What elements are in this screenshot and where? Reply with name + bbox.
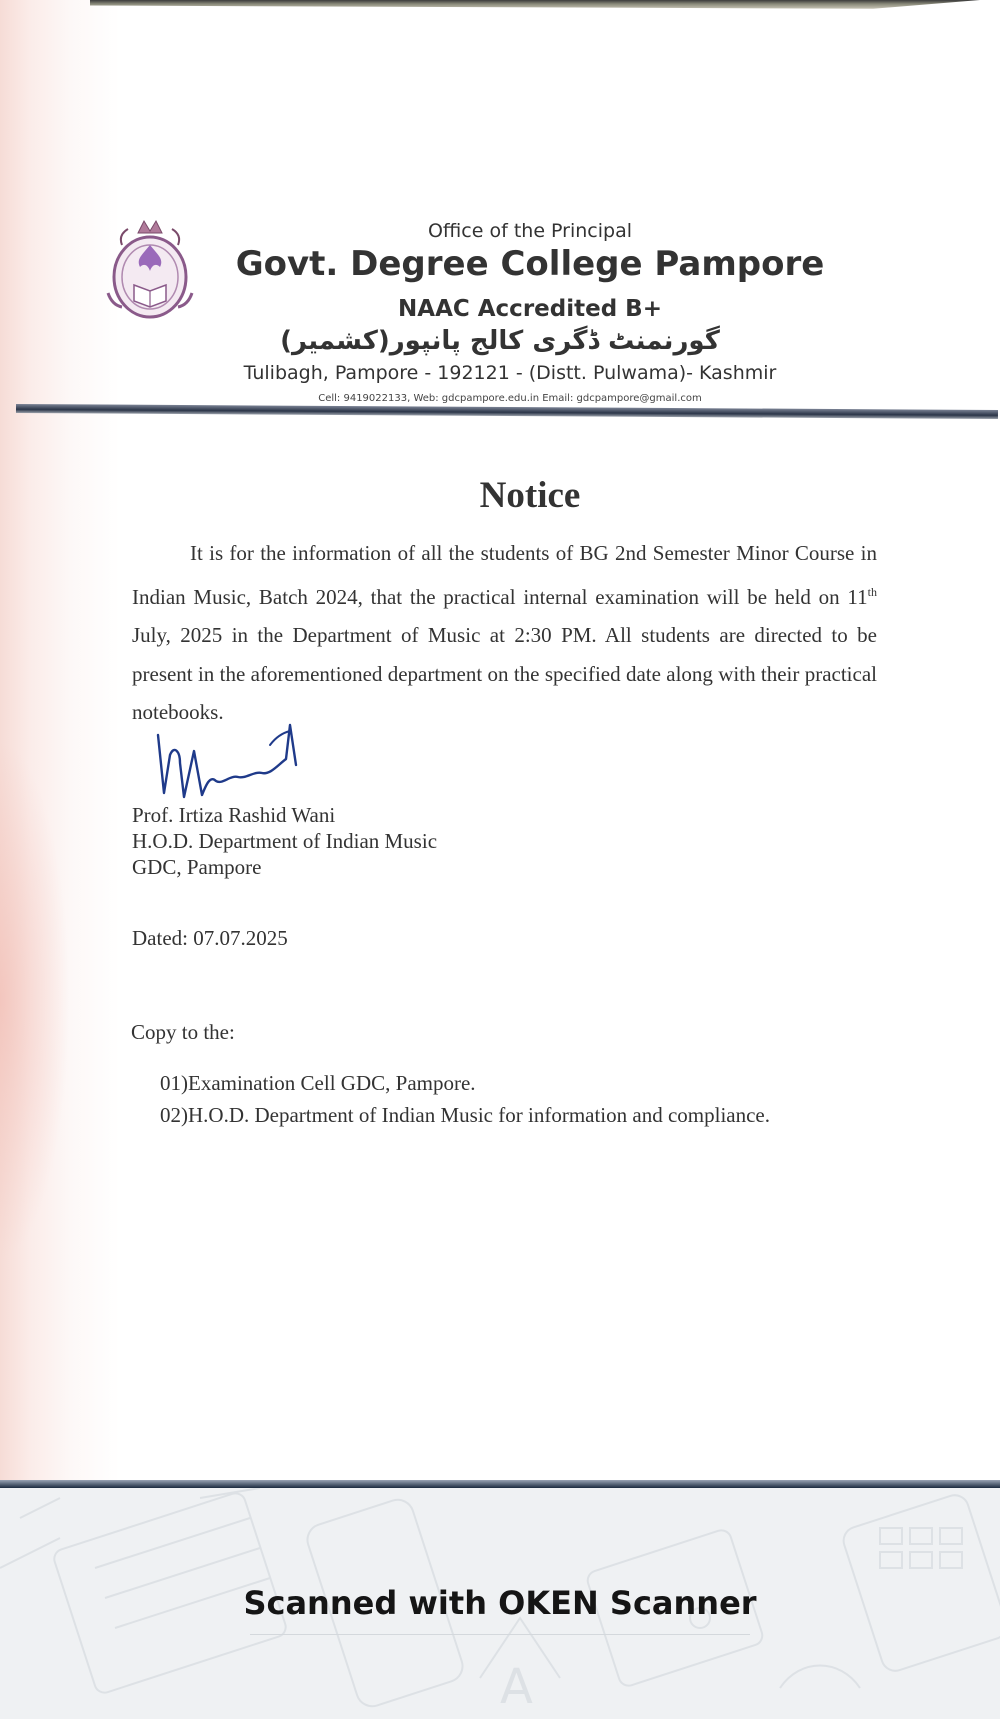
page-bottom-edge xyxy=(0,1480,1000,1488)
notice-body-part-2: July, 2025 in the Department of Music at 2:30 PM. All students are directed to be present in the aforementioned department on the specified date along with their practical notebooks. xyxy=(132,623,877,724)
copy-to-list xyxy=(160,1067,770,1131)
notice-title: Notice xyxy=(479,475,581,516)
notice-body-part-1: It is for the information of all the students of BG 2nd Semester Minor Course in Indian Music, Batch 2024, that the practical internal examination will be held on 11 xyxy=(132,541,877,609)
signatory-block xyxy=(132,802,437,880)
page-top-edge xyxy=(90,0,980,22)
notice-body-superscript: th xyxy=(867,584,877,599)
college-address: Tulibagh, Pampore - 192121 - (Distt. Pulwama)- Kashmir xyxy=(243,362,777,384)
accreditation-label: NAAC Accredited B+ xyxy=(398,296,662,322)
college-name: Govt. Degree College Pampore xyxy=(235,244,825,284)
notice-date: Dated: 07.07.2025 xyxy=(132,926,288,950)
scanner-footer xyxy=(0,1488,1000,1719)
footer-divider xyxy=(250,1634,750,1635)
signatory-institution: GDC, Pampore xyxy=(132,855,262,879)
notice-body xyxy=(132,534,877,732)
scanner-watermark-text: Scanned with OKEN Scanner xyxy=(243,1584,757,1622)
signatory-designation: H.O.D. Department of Indian Music xyxy=(132,829,438,853)
signatory-name: Prof. Irtiza Rashid Wani xyxy=(132,803,336,827)
list-item: 02)H.O.D. Department of Indian Music for information and compliance. xyxy=(160,1103,770,1127)
office-of-principal-label: Office of the Principal xyxy=(427,220,633,242)
college-contact-info: Cell: 9419022133, Web: gdcpampore.edu.in Email: gdcpampore@gmail.com xyxy=(318,393,702,404)
college-crest-logo xyxy=(98,215,202,321)
copy-to-heading: Copy to the: xyxy=(131,1020,235,1044)
list-item: 01)Examination Cell GDC, Pampore. xyxy=(160,1071,476,1095)
letterhead-divider xyxy=(16,404,998,419)
college-name-urdu: گورنمنٹ ڈگری کالج پانپور(کشمیر) xyxy=(280,326,720,356)
handwritten-signature xyxy=(150,715,320,805)
svg-text:A: A xyxy=(500,1659,533,1715)
